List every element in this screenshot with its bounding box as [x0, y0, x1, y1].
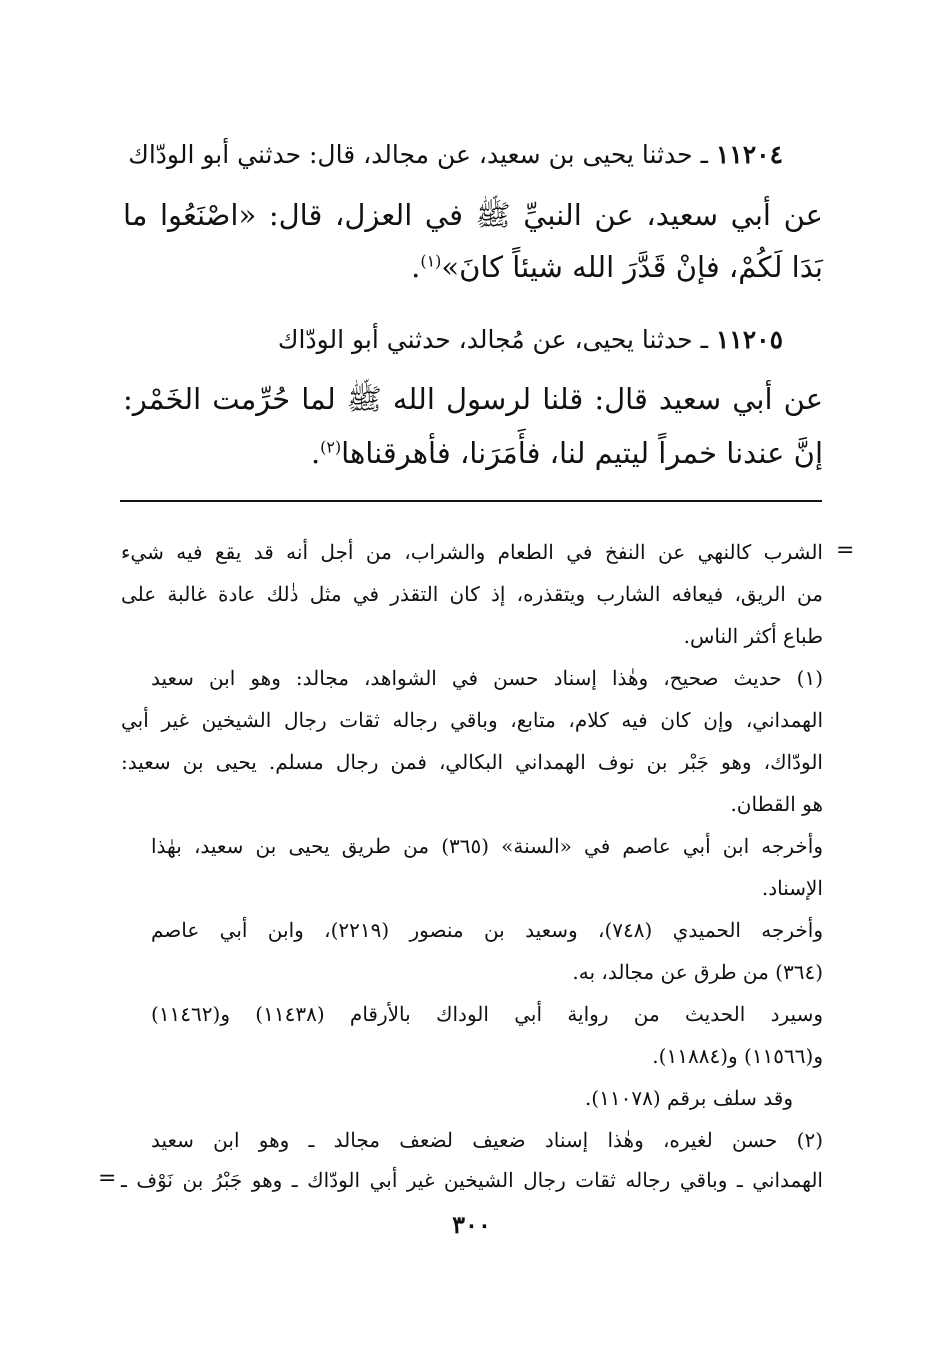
footnote-1-line-4: هو القطان. [730, 792, 823, 816]
hadith-11205-line-2: عن أبي سعيد قال: قلنا لرسول الله ﷺ لما حُرِّمت الخَمْر: [123, 382, 823, 416]
hadith-text: ـ حدثنا يحيى، عن مُجالد، حدثني أبو الودّاك [277, 325, 716, 354]
hadith-text: ـ حدثنا يحيى بن سعيد، عن مجالد، قال: حدثني أبو الودّاك [128, 140, 716, 169]
hadith-11204-first-line [128, 140, 783, 169]
hadith-11204-line-3: بَدَا لَكُمْ، فإنْ قَدَّرَ الله شيئاً كانَ»$^{(١)}$. [411, 250, 823, 284]
hadith-number: ١١٢٠٥ [715, 325, 783, 354]
footnote-continuation-line-1: الشرب كالنهي عن النفخ في الطعام والشراب، من أجل أنه قد يقع فيه شيء [121, 540, 823, 564]
footnote-1-takhrij-1-line-2: الإسناد. [761, 876, 823, 900]
hadith-number: ١١٢٠٤ [715, 140, 783, 169]
footnote-ref: (٢) [320, 437, 342, 457]
footnote-1-takhrij-3-line-2: و(١١٥٦٦) و(١١٨٨٤). [652, 1044, 823, 1068]
footnote-continuation-line-3: طباع أكثر الناس. [683, 624, 823, 648]
hadith-text: بَدَا لَكُمْ، فإنْ قَدَّرَ الله شيئاً كانَ» [441, 250, 823, 284]
continuation-marker: = [836, 538, 855, 563]
footnote-1-takhrij-4: وقد سلف برقم (١١٠٧٨). [584, 1086, 793, 1110]
footnote-2-line-2: الهمداني ـ وباقي رجاله ثقات رجال الشيخين غير أبي الودّاك ـ وهو جَبْرُ بن نَوْف ـ [121, 1168, 823, 1192]
footnote-1-takhrij-2-line-2: (٣٦٤) من طرق عن مجالد، به. [572, 960, 823, 984]
hadith-11205-line-3: إنَّ عندنا خمراً ليتيم لنا، فأَمَرَنا، فأهرقناها$^{(٢)}$. [310, 436, 823, 470]
end-continuation-marker: = [98, 1166, 117, 1191]
hadith-text: إنَّ عندنا خمراً ليتيم لنا، فأَمَرَنا، فأهرقناها [341, 436, 823, 470]
hadith-11205-first-line [278, 325, 783, 354]
footnote-1-line-2: الهمداني، وإن كان فيه كلام، متابع، وباقي رجاله ثقات رجال الشيخين غير أبي [121, 708, 823, 732]
footnote-separator [120, 500, 822, 502]
footnote-2-line-1: (٢) حسن لغيره، وهٰذا إسناد ضعيف لضعف مجالد ـ وهو ابن سعيد [151, 1128, 823, 1152]
hadith-11204-line-2: عن أبي سعيد، عن النبيِّ ﷺ في العزل، قال: «اصْنَعُوا ما [123, 198, 823, 232]
footnote-1-takhrij-1-line-1: وأخرجه ابن أبي عاصم في «السنة» (٣٦٥) من طريق يحيى بن سعيد، بهٰذا [151, 834, 823, 858]
page-number: ٣٠٠ [452, 1210, 491, 1239]
footnote-1-line-1: (١) حديث صحيح، وهٰذا إسناد حسن في الشواهد، مجالد: وهو ابن سعيد [151, 666, 823, 690]
footnote-ref: (١) [420, 251, 442, 271]
footnote-1-line-3: الودّاك، وهو جَبْر بن نوف الهمداني البكالي، فمن رجال مسلم. يحيى بن سعيد: [121, 750, 823, 774]
footnote-1-takhrij-2-line-1: وأخرجه الحميدي (٧٤٨)، وسعيد بن منصور (٢٢١٩)، وابن أبي عاصم [151, 918, 824, 942]
footnote-1-takhrij-3-line-1: وسيرد الحديث من رواية أبي الوداك بالأرقام (١١٤٣٨) و(١١٤٦٢) [151, 1002, 824, 1026]
footnote-continuation-line-2: من الريق، فيعافه الشارب ويتقذره، إذ كان التقذر في مثل ذٰلك عادة غالبة على [121, 582, 823, 606]
